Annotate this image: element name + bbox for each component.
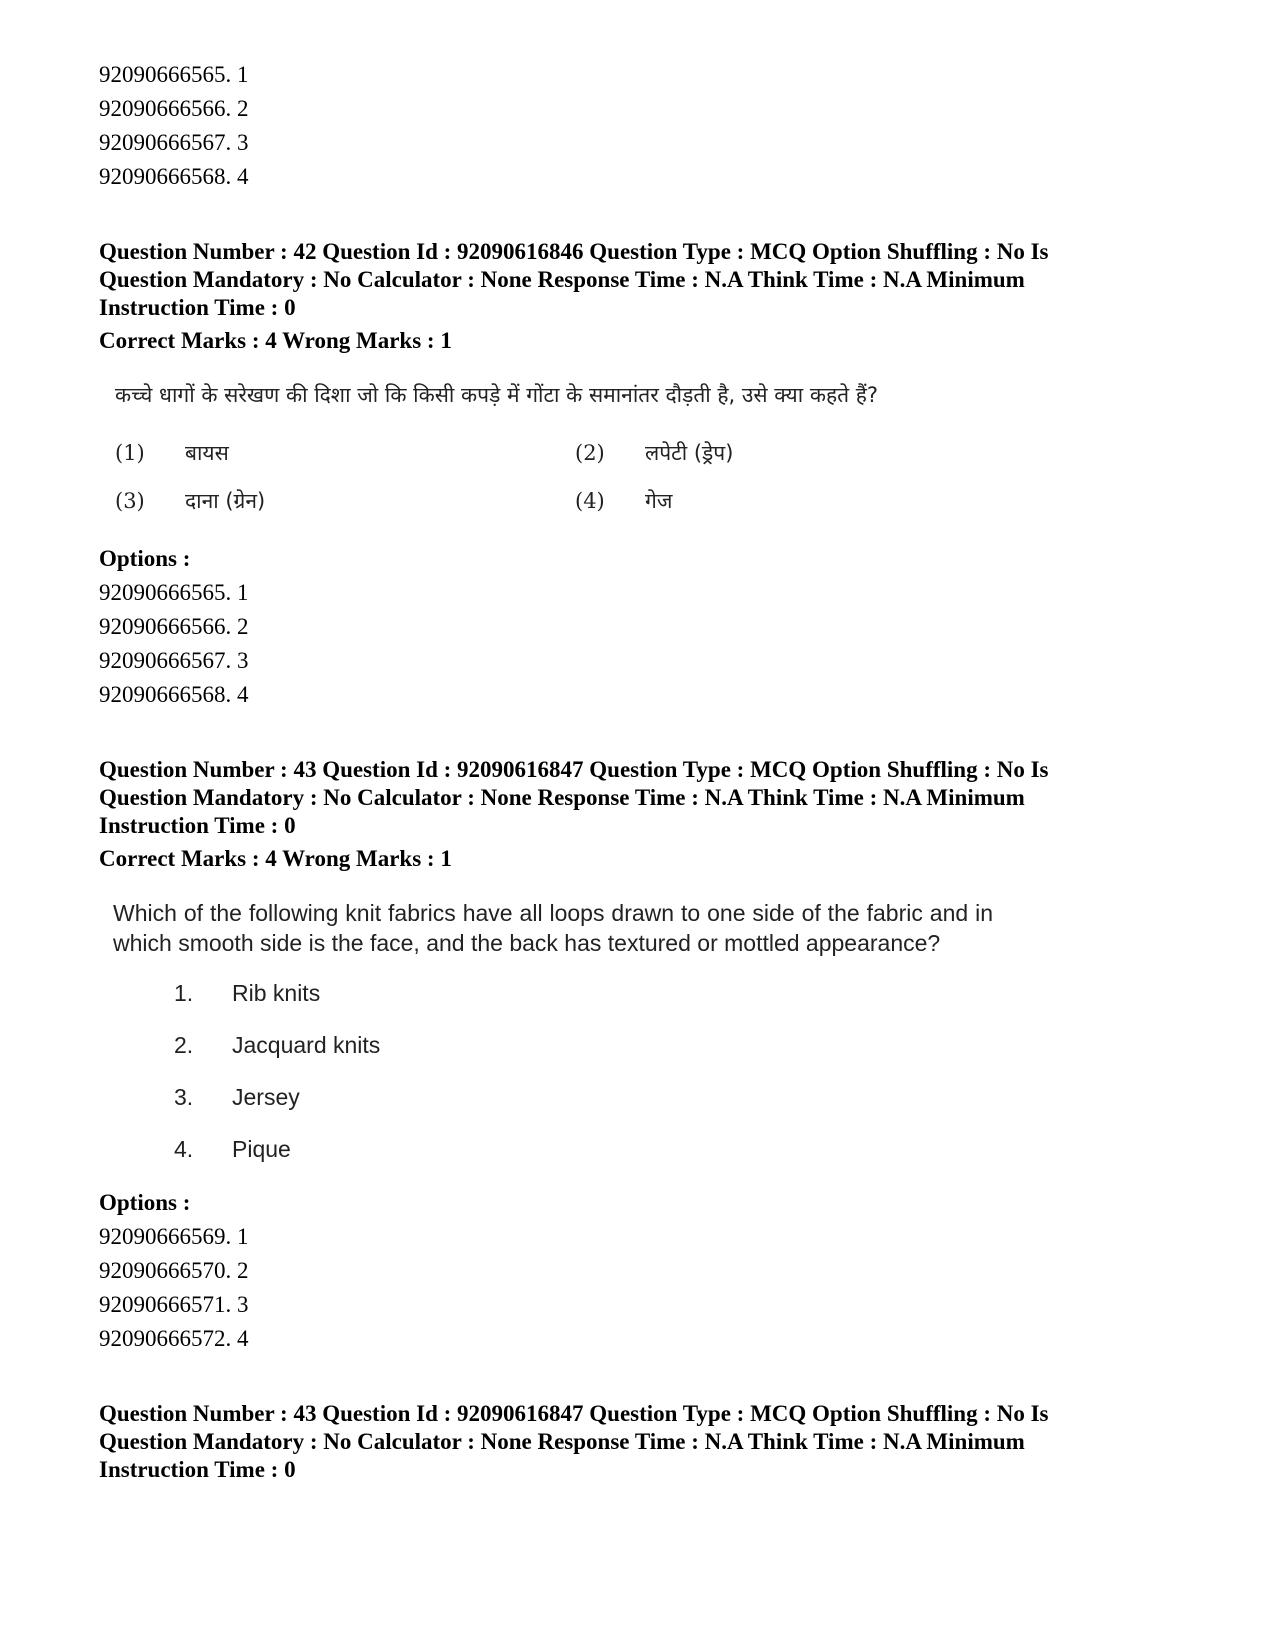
option-id-line: 92090666568. 4 — [99, 164, 249, 189]
question-meta — [99, 238, 1179, 322]
question-42-block — [99, 238, 1179, 712]
option-id-line: 92090666572. 4 — [99, 1326, 249, 1351]
options-label: Options : — [99, 1190, 191, 1215]
question-meta-line: Question Number : 43 Question Id : 92090616847 Question Type : MCQ Option Shuffling : No Is — [99, 1401, 1049, 1426]
options-label: Options : — [99, 546, 191, 571]
option-id-line: 92090666569. 1 — [99, 1224, 249, 1249]
choice-grid — [99, 438, 1179, 516]
option-id-line: 92090666565. 1 — [99, 62, 249, 87]
choice-text: लपेटी (ड्रेप) — [645, 441, 734, 465]
question-meta-line: Question Mandatory : No Calculator : None Response Time : N.A Think Time : N.A Minimum — [99, 267, 1025, 292]
choice-text: Rib knits — [232, 980, 321, 1006]
question-43-repeat-block — [99, 1400, 1179, 1484]
question-meta — [99, 756, 1179, 840]
marks-line: Correct Marks : 4 Wrong Marks : 1 — [99, 328, 452, 353]
question-meta-line: Instruction Time : 0 — [99, 813, 296, 838]
option-id-line: 92090666571. 3 — [99, 1292, 249, 1317]
choice-text: गेज — [645, 489, 673, 513]
choice-number: 3. — [174, 1084, 194, 1110]
question-meta-line: Question Mandatory : No Calculator : None Response Time : N.A Think Time : N.A Minimum — [99, 785, 1025, 810]
option-id-line: 92090666566. 2 — [99, 96, 249, 121]
choice-number: (2) — [575, 441, 605, 465]
choice-number: (1) — [115, 441, 145, 465]
question-meta-line: Question Number : 42 Question Id : 92090616846 Question Type : MCQ Option Shuffling : No Is — [99, 239, 1049, 264]
option-id-line: 92090666568. 4 — [99, 682, 249, 707]
question-content — [99, 898, 1179, 1164]
option-id-line: 92090666570. 2 — [99, 1258, 249, 1283]
choice-text: Jacquard knits — [232, 1032, 381, 1058]
choice-item — [174, 1134, 1179, 1164]
question-meta-line: Instruction Time : 0 — [99, 295, 296, 320]
options-list — [99, 1220, 1179, 1356]
choice-item — [575, 486, 975, 516]
question-meta-line: Instruction Time : 0 — [99, 1457, 296, 1482]
question-meta-line: Question Mandatory : No Calculator : None Response Time : N.A Think Time : N.A Minimum — [99, 1429, 1025, 1454]
choice-item — [115, 438, 575, 468]
question-content — [99, 380, 1179, 516]
choice-text: बायस — [185, 441, 229, 465]
choice-number: 2. — [174, 1032, 194, 1058]
choice-number: (4) — [575, 489, 605, 513]
options-list — [99, 576, 1179, 712]
choice-item — [575, 438, 975, 468]
question-text: कच्चे धागों के सरेखण की दिशा जो कि किसी कपड़े में गोंटा के समानांतर दौड़ती है, उसे क्या कहते हैं? — [115, 383, 879, 407]
question-43-block — [99, 756, 1179, 1356]
choice-item — [115, 486, 575, 516]
top-options-list — [99, 58, 1179, 194]
option-id-line: 92090666565. 1 — [99, 580, 249, 605]
choice-item — [174, 1030, 1179, 1060]
marks-line: Correct Marks : 4 Wrong Marks : 1 — [99, 846, 452, 871]
question-meta-line: Question Number : 43 Question Id : 92090616847 Question Type : MCQ Option Shuffling : No Is — [99, 757, 1049, 782]
document-page — [99, 58, 1179, 1484]
choice-text: दाना (ग्रेन) — [185, 489, 266, 513]
option-id-line: 92090666566. 2 — [99, 614, 249, 639]
choice-number: (3) — [115, 489, 145, 513]
choice-list — [99, 978, 1179, 1164]
choice-number: 4. — [174, 1136, 194, 1162]
choice-item — [174, 978, 1179, 1008]
question-text: Which of the following knit fabrics have all loops drawn to one side of the fabric and in which smooth side is the face, and the back has textured or mottled appearance? — [113, 900, 993, 956]
option-id-line: 92090666567. 3 — [99, 130, 249, 155]
option-id-line: 92090666567. 3 — [99, 648, 249, 673]
choice-text: Jersey — [232, 1084, 300, 1110]
question-meta — [99, 1400, 1179, 1484]
choice-item — [174, 1082, 1179, 1112]
choice-text: Pique — [232, 1136, 291, 1162]
choice-number: 1. — [174, 980, 194, 1006]
